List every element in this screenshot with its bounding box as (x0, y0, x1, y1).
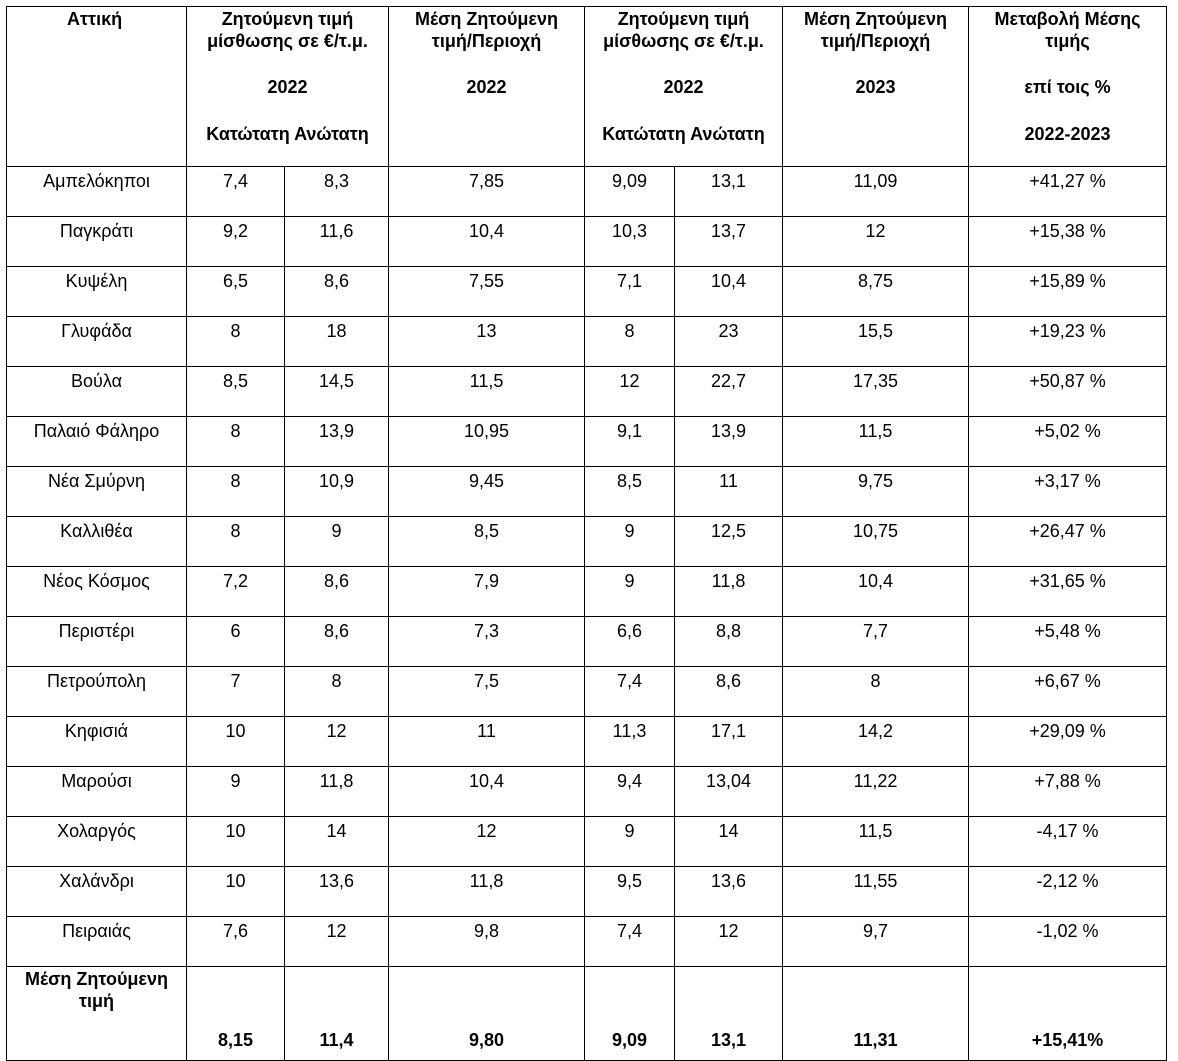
header-avg-2022-year: 2022 (466, 77, 507, 98)
table-row (7, 817, 1167, 867)
header-avg-2022 (389, 7, 585, 167)
avg-2022-cell: 7,9 (389, 567, 585, 617)
max-2022-cell: 8 (285, 667, 389, 717)
max-2023-cell: 17,1 (675, 717, 783, 767)
min-2023-cell: 8,5 (585, 467, 675, 517)
min-2022-cell: 7 (187, 667, 285, 717)
change-cell: +5,02 % (969, 417, 1167, 467)
header-region (7, 7, 187, 167)
header-avg-2023 (783, 7, 969, 167)
avg-2022-cell: 9,45 (389, 467, 585, 517)
min-2022-cell: 10 (187, 867, 285, 917)
region-cell: Πειραιάς (7, 917, 187, 967)
header-rent-2023 (585, 7, 783, 167)
max-2022-cell: 14 (285, 817, 389, 867)
change-cell: +6,67 % (969, 667, 1167, 717)
min-2023-cell: 7,1 (585, 267, 675, 317)
min-2022-cell: 7,6 (187, 917, 285, 967)
region-cell: Νέα Σμύρνη (7, 467, 187, 517)
max-2023-cell: 12,5 (675, 517, 783, 567)
change-cell: +15,38 % (969, 217, 1167, 267)
change-cell: +50,87 % (969, 367, 1167, 417)
min-2023-cell: 12 (585, 367, 675, 417)
table-row (7, 667, 1167, 717)
avg-2022-cell: 11 (389, 717, 585, 767)
header-rent-2022-subcols: Κατώτατη Ανώτατη (206, 123, 369, 144)
min-2022-cell: 8 (187, 317, 285, 367)
header-rent-2023-title-2: μίσθωσης σε €/τ.μ. (603, 30, 764, 51)
region-cell: Νέος Κόσμος (7, 567, 187, 617)
region-cell: Χαλάνδρι (7, 867, 187, 917)
change-cell: +29,09 % (969, 717, 1167, 767)
region-cell: Καλλιθέα (7, 517, 187, 567)
region-cell: Περιστέρι (7, 617, 187, 667)
avg-2023-cell: 17,35 (783, 367, 969, 417)
max-2022-cell: 9 (285, 517, 389, 567)
table-row (7, 317, 1167, 367)
footer-avg-2023: 11,31 (783, 967, 969, 1061)
change-cell: -4,17 % (969, 817, 1167, 867)
header-change-years: 2022-2023 (1024, 123, 1111, 144)
change-cell: +41,27 % (969, 167, 1167, 217)
avg-2023-cell: 11,5 (783, 817, 969, 867)
footer-label-line-1: Μέση Ζητούμενη (25, 969, 168, 989)
header-change-title-1: Μεταβολή Μέσης (994, 9, 1141, 29)
table-row (7, 717, 1167, 767)
footer-min-2022: 8,15 (187, 967, 285, 1061)
header-avg-2023-title-2: τιμή/Περιοχή (820, 30, 931, 51)
region-cell: Πετρούπολη (7, 667, 187, 717)
table-row (7, 567, 1167, 617)
max-2022-cell: 8,3 (285, 167, 389, 217)
change-cell: +26,47 % (969, 517, 1167, 567)
avg-2023-cell: 9,75 (783, 467, 969, 517)
min-2022-cell: 6,5 (187, 267, 285, 317)
max-2023-cell: 11,8 (675, 567, 783, 617)
header-change-title-2: τιμής (1045, 30, 1090, 51)
min-2023-cell: 7,4 (585, 917, 675, 967)
avg-2022-cell: 7,3 (389, 617, 585, 667)
max-2023-cell: 22,7 (675, 367, 783, 417)
table-row (7, 267, 1167, 317)
min-2022-cell: 7,4 (187, 167, 285, 217)
avg-2022-cell: 12 (389, 817, 585, 867)
min-2022-cell: 9,2 (187, 217, 285, 267)
table-row (7, 217, 1167, 267)
max-2023-cell: 10,4 (675, 267, 783, 317)
table-row (7, 167, 1167, 217)
max-2022-cell: 11,8 (285, 767, 389, 817)
avg-2022-cell: 7,5 (389, 667, 585, 717)
max-2022-cell: 14,5 (285, 367, 389, 417)
header-change (969, 7, 1167, 167)
max-2023-cell: 13,1 (675, 167, 783, 217)
avg-2023-cell: 8 (783, 667, 969, 717)
max-2022-cell: 13,9 (285, 417, 389, 467)
min-2022-cell: 10 (187, 817, 285, 867)
region-cell: Αμπελόκηποι (7, 167, 187, 217)
footer-avg-2022: 9,80 (389, 967, 585, 1061)
table-row (7, 617, 1167, 667)
min-2023-cell: 8 (585, 317, 675, 367)
min-2023-cell: 9,4 (585, 767, 675, 817)
avg-2023-cell: 8,75 (783, 267, 969, 317)
avg-2022-cell: 10,4 (389, 217, 585, 267)
max-2022-cell: 18 (285, 317, 389, 367)
avg-2023-cell: 11,55 (783, 867, 969, 917)
region-cell: Παλαιό Φάληρο (7, 417, 187, 467)
header-region-label: Αττική (67, 9, 123, 29)
avg-2023-cell: 10,4 (783, 567, 969, 617)
table-row (7, 467, 1167, 517)
region-cell: Κηφισιά (7, 717, 187, 767)
min-2023-cell: 9,09 (585, 167, 675, 217)
footer-label-line-2: τιμή (78, 990, 115, 1011)
max-2023-cell: 13,9 (675, 417, 783, 467)
avg-2023-cell: 11,09 (783, 167, 969, 217)
region-cell: Βούλα (7, 367, 187, 417)
min-2023-cell: 9,5 (585, 867, 675, 917)
avg-2022-cell: 10,4 (389, 767, 585, 817)
region-cell: Γλυφάδα (7, 317, 187, 367)
avg-2023-cell: 11,22 (783, 767, 969, 817)
change-cell: -1,02 % (969, 917, 1167, 967)
region-cell: Παγκράτι (7, 217, 187, 267)
footer-max-2022: 11,4 (285, 967, 389, 1061)
max-2023-cell: 23 (675, 317, 783, 367)
min-2023-cell: 9,1 (585, 417, 675, 467)
max-2023-cell: 13,7 (675, 217, 783, 267)
avg-2022-cell: 8,5 (389, 517, 585, 567)
max-2022-cell: 10,9 (285, 467, 389, 517)
table-body (7, 167, 1167, 967)
avg-2022-cell: 9,8 (389, 917, 585, 967)
min-2022-cell: 8,5 (187, 367, 285, 417)
min-2023-cell: 9 (585, 567, 675, 617)
table-row (7, 867, 1167, 917)
max-2023-cell: 12 (675, 917, 783, 967)
change-cell: +19,23 % (969, 317, 1167, 367)
header-rent-2023-title-1: Ζητούμενη τιμή (617, 9, 750, 29)
header-avg-2023-title-1: Μέση Ζητούμενη (804, 9, 947, 29)
change-cell: +31,65 % (969, 567, 1167, 617)
header-avg-2023-year: 2023 (855, 77, 896, 98)
change-cell: +7,88 % (969, 767, 1167, 817)
footer-label (7, 967, 187, 1061)
table-footer-row (7, 967, 1167, 1061)
avg-2022-cell: 7,55 (389, 267, 585, 317)
table-row (7, 367, 1167, 417)
change-cell: +15,89 % (969, 267, 1167, 317)
avg-2022-cell: 7,85 (389, 167, 585, 217)
rental-price-table (6, 6, 1167, 1061)
avg-2022-cell: 10,95 (389, 417, 585, 467)
max-2023-cell: 8,8 (675, 617, 783, 667)
header-rent-2023-year: 2022 (663, 77, 704, 98)
avg-2023-cell: 15,5 (783, 317, 969, 367)
table-row (7, 417, 1167, 467)
max-2022-cell: 12 (285, 917, 389, 967)
max-2023-cell: 14 (675, 817, 783, 867)
footer-change: +15,41% (969, 967, 1167, 1061)
max-2023-cell: 8,6 (675, 667, 783, 717)
avg-2023-cell: 14,2 (783, 717, 969, 767)
table-row (7, 517, 1167, 567)
min-2023-cell: 9 (585, 517, 675, 567)
min-2023-cell: 6,6 (585, 617, 675, 667)
max-2022-cell: 8,6 (285, 267, 389, 317)
max-2023-cell: 13,04 (675, 767, 783, 817)
region-cell: Μαρούσι (7, 767, 187, 817)
table-row (7, 917, 1167, 967)
header-rent-2022 (187, 7, 389, 167)
avg-2023-cell: 7,7 (783, 617, 969, 667)
avg-2023-cell: 10,75 (783, 517, 969, 567)
max-2023-cell: 11 (675, 467, 783, 517)
min-2023-cell: 9 (585, 817, 675, 867)
header-avg-2022-title-1: Μέση Ζητούμενη (415, 9, 558, 29)
avg-2022-cell: 13 (389, 317, 585, 367)
change-cell: +5,48 % (969, 617, 1167, 667)
price-table-container (6, 6, 1167, 1061)
avg-2023-cell: 12 (783, 217, 969, 267)
avg-2023-cell: 9,7 (783, 917, 969, 967)
min-2022-cell: 8 (187, 467, 285, 517)
table-row (7, 767, 1167, 817)
min-2022-cell: 8 (187, 517, 285, 567)
min-2023-cell: 11,3 (585, 717, 675, 767)
max-2022-cell: 12 (285, 717, 389, 767)
max-2022-cell: 8,6 (285, 567, 389, 617)
region-cell: Κυψέλη (7, 267, 187, 317)
footer-min-2023: 9,09 (585, 967, 675, 1061)
table-header-row (7, 7, 1167, 167)
avg-2023-cell: 11,5 (783, 417, 969, 467)
header-rent-2022-title-1: Ζητούμενη τιμή (221, 9, 354, 29)
min-2022-cell: 10 (187, 717, 285, 767)
max-2022-cell: 8,6 (285, 617, 389, 667)
header-rent-2022-year: 2022 (267, 77, 308, 98)
header-rent-2022-title-2: μίσθωσης σε €/τ.μ. (207, 30, 368, 51)
max-2023-cell: 13,6 (675, 867, 783, 917)
header-rent-2023-subcols: Κατώτατη Ανώτατη (602, 123, 765, 144)
min-2022-cell: 8 (187, 417, 285, 467)
change-cell: -2,12 % (969, 867, 1167, 917)
avg-2022-cell: 11,5 (389, 367, 585, 417)
min-2022-cell: 7,2 (187, 567, 285, 617)
region-cell: Χολαργός (7, 817, 187, 867)
min-2023-cell: 10,3 (585, 217, 675, 267)
max-2022-cell: 13,6 (285, 867, 389, 917)
avg-2022-cell: 11,8 (389, 867, 585, 917)
footer-max-2023: 13,1 (675, 967, 783, 1061)
header-change-line-3: επί τοις % (1024, 77, 1111, 98)
min-2022-cell: 6 (187, 617, 285, 667)
max-2022-cell: 11,6 (285, 217, 389, 267)
min-2023-cell: 7,4 (585, 667, 675, 717)
header-avg-2022-title-2: τιμή/Περιοχή (431, 30, 542, 51)
min-2022-cell: 9 (187, 767, 285, 817)
change-cell: +3,17 % (969, 467, 1167, 517)
